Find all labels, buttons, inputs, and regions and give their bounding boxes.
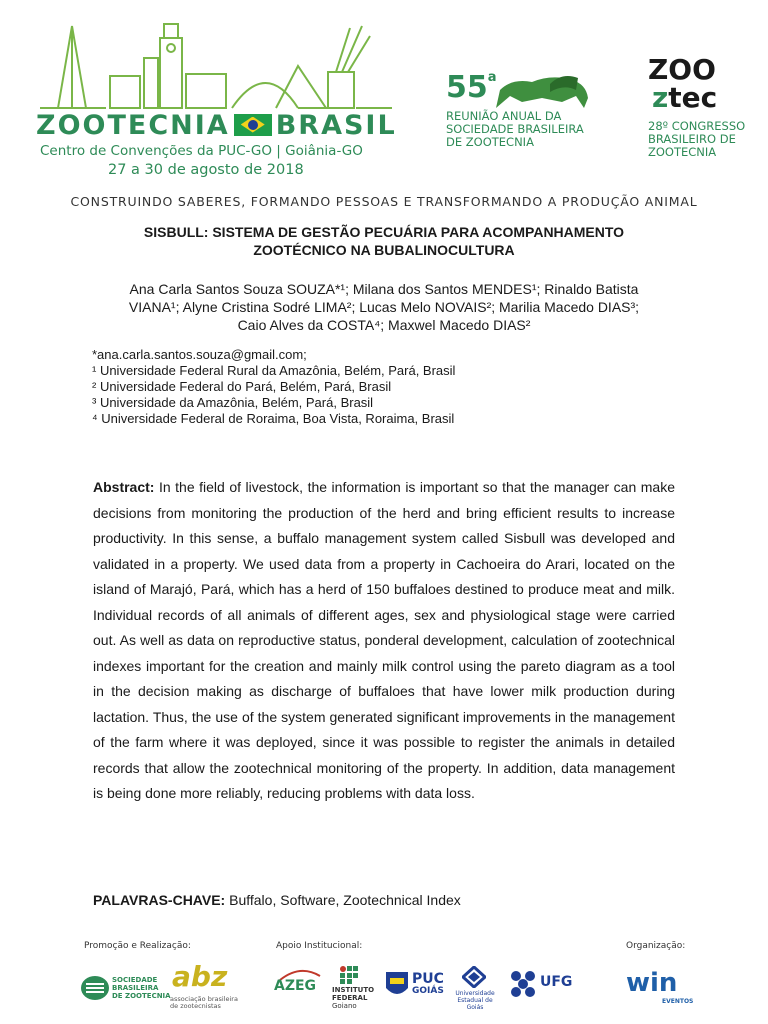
event-dates: 27 a 30 de agosto de 2018 (108, 162, 304, 178)
puc-goias-crest-icon (384, 970, 410, 1000)
event-slogan: CONSTRUINDO SABERES, FORMANDO PESSOAS E TRANSFORMANDO A PRODUÇÃO ANIMAL (70, 194, 698, 209)
keywords-label: PALAVRAS-CHAVE: (93, 892, 226, 908)
affiliation-item: ² Universidade Federal do Pará, Belém, Pará, Brasil (92, 379, 392, 394)
if-goiano-logo: INSTITUTO FEDERAL Goiano (332, 986, 375, 1010)
affiliation-item: ³ Universidade da Amazônia, Belém, Pará, Brasil (92, 395, 374, 410)
venue-line: Centro de Convenções da PUC-GO | Goiânia-GO (40, 143, 363, 159)
win-eventos-subtitle: EVENTOS (662, 998, 694, 1005)
cattle-silhouette-icon (492, 72, 592, 112)
ufg-molecule-icon (508, 968, 538, 998)
abstract-text: In the field of livestock, the information is important so that the manager can make decisions from monitoring the production of the herd and bring efficient results to increase productivity. In this sense, a buffalo management system called Sisbull was developed and validated in a property. We used data from a property in Cachoeira do Arari, located on the island of Marajó, Pará, which has a herd of 150 buffaloes destined to produce meat and milk. Individual records of all animals of different ages, sex and physiological stage were carried out. As well as data on reproductive status, ponderal development, calculation of zootechnical indexes important for the creation and mainly milk control using the pareto diagram as a tool in the decision making as discharge of buffaloes that have lower milk production during lactation. Thus, the use of the system generated significant improvements in the management of the farm where it was deployed, since it was possible to register the animals in detailed records that allow the zootechnical monitoring of the property. In addition, data management is being done more reliably, reducing problems with data loss. (93, 479, 675, 801)
ufg-logo: UFG (540, 974, 573, 990)
paper-title: SISBULL: SISTEMA DE GESTÃO PECUÁRIA PARA ACOMPANHAMENTO ZOOTÉCNICO NA BUBALINOCULTURA (143, 224, 625, 258)
ueg-logo: Universidade Estadual de Goiás (455, 990, 495, 1011)
abz-logo: abz (172, 960, 228, 993)
affiliation-list (92, 347, 455, 427)
ueg-emblem-icon (462, 966, 486, 988)
abstract-paragraph (93, 475, 675, 807)
if-goiano-grid-icon (340, 966, 358, 984)
affiliation-item: ⁴ Universidade Federal de Roraima, Boa Vista, Roraima, Brasil (92, 411, 455, 426)
zootecnia-brasil-wordmark: ZOOTECNIA BRASIL (36, 110, 397, 141)
zootec-congress-title: 28º CONGRESSO BRASILEIRO DE ZOOTECNIA (648, 119, 746, 159)
keywords (93, 892, 461, 908)
promo-label: Promoção e Realização: (84, 941, 191, 951)
sbz-logo-icon (80, 975, 110, 1001)
brazil-flag-icon (234, 114, 272, 136)
organization-label: Organização: (626, 941, 686, 951)
contact-email: *ana.carla.santos.souza@gmail.com; (92, 347, 307, 362)
author-list: Ana Carla Santos Souza SOUZA*¹; Milana dos Santos MENDES¹; Rinaldo Batista VIANA¹; Alyne Cristina Sodré LIMA²; Lucas Melo NOVAIS²; Marilia Macedo DIAS³; Caio Alves da COSTA⁴; Maxwel Macedo DIAS² (128, 281, 640, 333)
sbz-logo: SOCIEDADE BRASILEIRA DE ZOOTECNIA (112, 976, 171, 1000)
win-eventos-logo: win (626, 968, 678, 998)
meeting-title: REUNIÃO ANUAL DA SOCIEDADE BRASILEIRA DE ZOOTECNIA (446, 109, 584, 149)
azeg-logo: AZEG (274, 978, 317, 994)
abz-subtitle: associação brasileira de zootecnistas (170, 995, 238, 1010)
puc-goias-logo: PUC GOIÁS (412, 971, 444, 996)
meeting-number: 55$^a$ (446, 70, 497, 105)
keywords-text: Buffalo, Software, Zootechnical Index (225, 892, 461, 908)
support-label: Apoio Institucional: (276, 941, 363, 951)
affiliation-item: ¹ Universidade Federal Rural da Amazônia, Belém, Pará, Brasil (92, 363, 456, 378)
abstract-label: Abstract: (93, 479, 155, 495)
goiania-skyline-illustration (36, 18, 396, 110)
zootec-logo: ZOO ztec (648, 53, 718, 114)
